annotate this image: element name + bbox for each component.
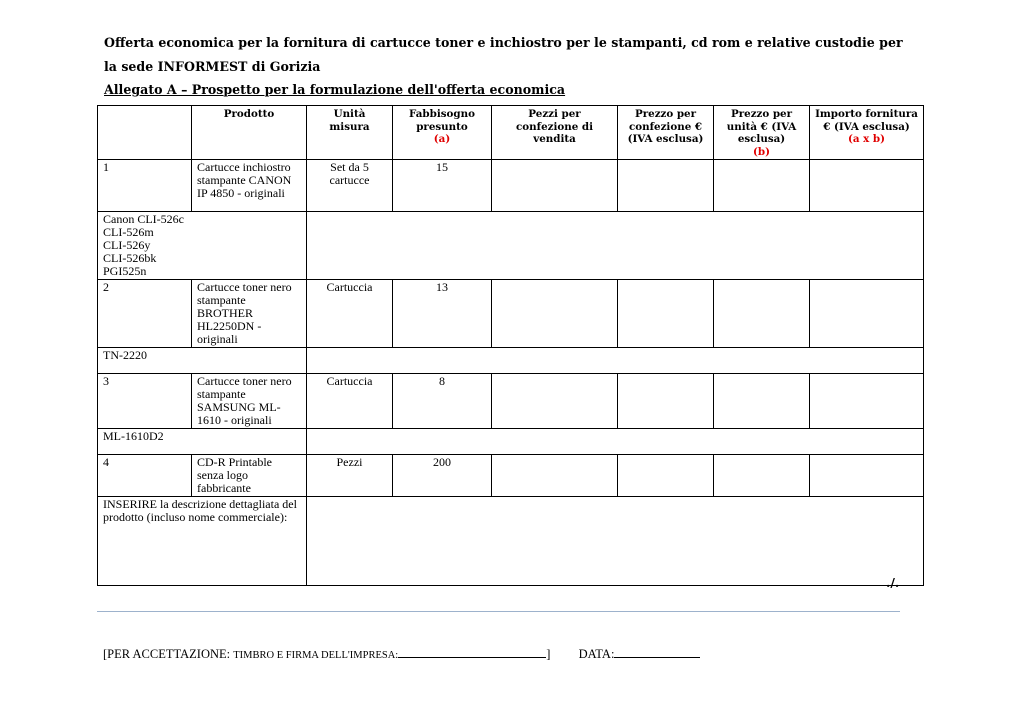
row-prezzo-confezione-cell[interactable] <box>618 280 714 348</box>
row-unit: Cartuccia <box>307 374 393 429</box>
table-row <box>98 455 924 497</box>
row-pezzi-cell[interactable] <box>492 374 618 429</box>
row-quantity: 13 <box>393 280 492 348</box>
product-code: PGI525n <box>103 264 147 278</box>
row-unit: Cartuccia <box>307 280 393 348</box>
header-fabbisogno-note: (a) <box>433 133 451 145</box>
header-importo <box>810 106 924 160</box>
product-code: CLI-526m <box>103 225 154 239</box>
header-empty <box>98 106 192 160</box>
row-prezzo-confezione-cell[interactable] <box>618 374 714 429</box>
row-product: Cartucce toner nero stampante SAMSUNG ML-1610 - originali <box>192 374 307 429</box>
row-quantity: 8 <box>393 374 492 429</box>
table-header-row <box>98 106 924 160</box>
header-unita: Unità misura <box>307 106 393 160</box>
document-title-line2: la sede INFORMEST di Gorizia <box>104 59 321 74</box>
header-prodotto: Prodotto <box>192 106 307 160</box>
table-code-row <box>98 429 924 455</box>
acceptance-footer <box>103 646 700 662</box>
row-importo-cell[interactable] <box>810 455 924 497</box>
header-pezzi: Pezzi per confezione di vendita <box>492 106 618 160</box>
row-unit: Set da 5 cartucce <box>307 160 393 212</box>
accept-suffix: ] <box>546 647 551 661</box>
row-number: 1 <box>98 160 192 212</box>
table-row <box>98 374 924 429</box>
row-prezzo-confezione-cell[interactable] <box>618 455 714 497</box>
row-number: 3 <box>98 374 192 429</box>
header-importo-label: Importo fornitura € (IVA esclusa) <box>815 108 918 133</box>
table-row <box>98 160 924 212</box>
header-prezzo-confezione: Prezzo per confezione € (IVA esclusa) <box>618 106 714 160</box>
row-number: 2 <box>98 280 192 348</box>
accept-prefix: [PER ACCETTAZIONE: <box>103 647 231 661</box>
table-code-row <box>98 348 924 374</box>
end-mark: ./. <box>886 575 900 590</box>
accept-label: TIMBRO E FIRMA DELL'IMPRESA: <box>233 650 399 661</box>
row-product-codes <box>98 429 307 455</box>
row-product: CD-R Printable senza logo fabbricante <box>192 455 307 497</box>
row-prezzo-confezione-cell[interactable] <box>618 160 714 212</box>
row-prezzo-unita-cell[interactable] <box>714 374 810 429</box>
row-pezzi-cell[interactable] <box>492 160 618 212</box>
table-description-row <box>98 497 924 586</box>
header-prezzo-unita <box>714 106 810 160</box>
row-importo-cell[interactable] <box>810 160 924 212</box>
row-code-blank[interactable] <box>307 348 924 374</box>
header-fabbisogno <box>393 106 492 160</box>
row-prezzo-unita-cell[interactable] <box>714 160 810 212</box>
row-product-codes <box>98 212 307 280</box>
document-title-line1: Offerta economica per la fornitura di cartucce toner e inchiostro per le stampanti, cd rom e relative custodie per <box>104 35 903 50</box>
document-subtitle: Allegato A – Prospetto per la formulazione dell'offerta economica <box>104 82 566 97</box>
row-product: Cartucce inchiostro stampante CANON IP 4850 - originali <box>192 160 307 212</box>
signature-field[interactable] <box>398 646 546 658</box>
row-quantity: 200 <box>393 455 492 497</box>
row-pezzi-cell[interactable] <box>492 455 618 497</box>
product-code: Canon CLI-526c <box>103 212 184 226</box>
row-number: 4 <box>98 455 192 497</box>
header-importo-note: (a x b) <box>848 133 885 145</box>
description-label: INSERIRE la descrizione dettagliata del prodotto (incluso nome commerciale): <box>98 497 307 586</box>
row-product-codes <box>98 348 307 374</box>
product-code: ML-1610D2 <box>103 429 164 443</box>
row-unit: Pezzi <box>307 455 393 497</box>
product-code: CLI-526bk <box>103 251 157 265</box>
description-field[interactable] <box>307 497 924 586</box>
offer-table <box>97 105 924 586</box>
table-code-row <box>98 212 924 280</box>
row-code-blank[interactable] <box>307 212 924 280</box>
table-row <box>98 280 924 348</box>
date-label: DATA: <box>578 647 615 661</box>
row-pezzi-cell[interactable] <box>492 280 618 348</box>
header-prezzo-unita-label: Prezzo per unità € (IVA esclusa) <box>726 108 797 145</box>
row-quantity: 15 <box>393 160 492 212</box>
row-code-blank[interactable] <box>307 429 924 455</box>
row-prezzo-unita-cell[interactable] <box>714 455 810 497</box>
divider <box>97 611 900 612</box>
product-code: CLI-526y <box>103 238 151 252</box>
row-product: Cartucce toner nero stampante BROTHER HL2250DN - originali <box>192 280 307 348</box>
row-importo-cell[interactable] <box>810 374 924 429</box>
date-field[interactable] <box>614 646 700 658</box>
product-code: TN-2220 <box>103 348 147 362</box>
header-fabbisogno-label: Fabbisogno presunto <box>409 108 475 133</box>
header-prezzo-unita-note: (b) <box>753 145 770 158</box>
row-prezzo-unita-cell[interactable] <box>714 280 810 348</box>
row-importo-cell[interactable] <box>810 280 924 348</box>
